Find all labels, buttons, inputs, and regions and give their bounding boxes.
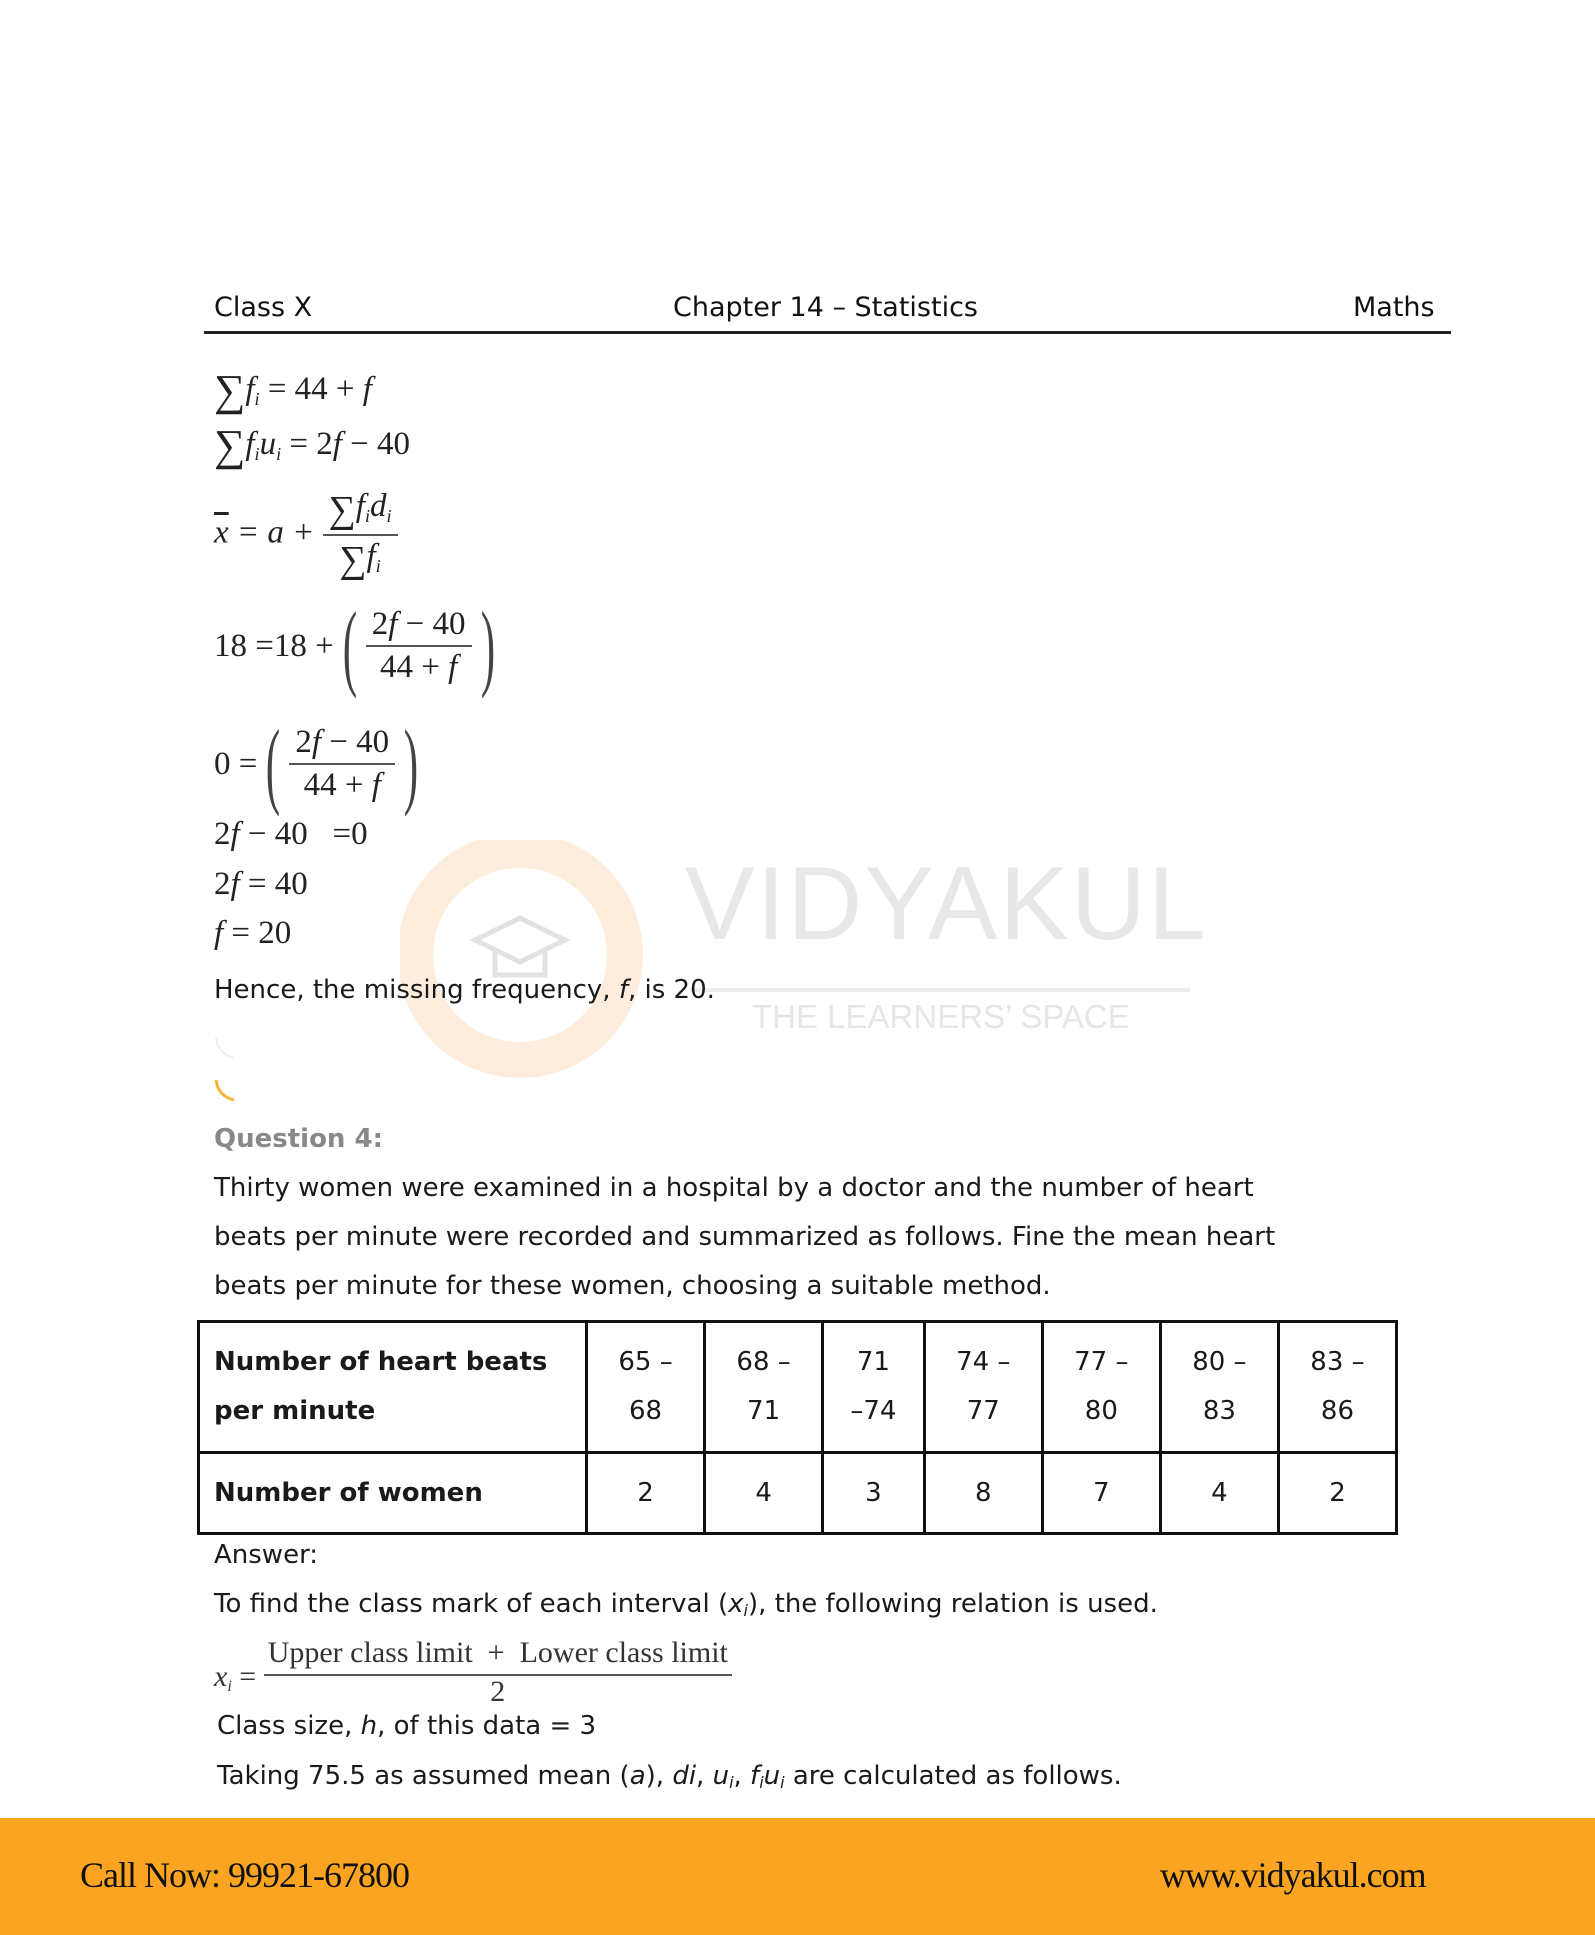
sub-i: i <box>254 389 260 409</box>
var-f: f <box>448 649 458 685</box>
formula-denominator: 2 <box>490 1675 506 1708</box>
header-subject: Maths <box>1353 292 1435 323</box>
label-line: per minute <box>214 1396 376 1426</box>
row-label: Number of women <box>199 1453 587 1534</box>
var-u: u <box>763 1761 781 1791</box>
assumed-mean-line <box>217 1761 1122 1792</box>
sub-i: i <box>254 444 260 464</box>
question-line: Thirty women were examined in a hospital by a doctor and the number of heart <box>214 1173 1254 1203</box>
cell-line: 71 <box>747 1396 781 1426</box>
answer-text: , of this data = 3 <box>377 1711 597 1741</box>
cell-line: 80 – <box>1192 1347 1247 1377</box>
cell-line: 86 <box>1320 1396 1354 1426</box>
var-f: f <box>366 538 376 574</box>
table-cell <box>823 1322 925 1453</box>
equation-8 <box>214 915 291 952</box>
equation-18: 18 =18 + ( $\frac{2f - 40}{44 + f}$ ) <box>214 592 495 699</box>
cell-line: –74 <box>850 1396 897 1426</box>
equation-sum-fu: $\sum f_iu_i = 2f - 40$ <box>214 421 410 470</box>
conclusion-var: f <box>618 975 628 1005</box>
question-title: Question 4: <box>214 1124 383 1154</box>
sub-i: i <box>364 506 370 526</box>
eq-num: 2 <box>295 724 312 760</box>
equation-0: 0 = ( $\frac{2f - 40}{44 + f}$ ) <box>214 710 419 817</box>
var-a: a <box>629 1761 646 1791</box>
watermark-tagline: THE LEARNERS’ SPACE <box>752 998 1130 1035</box>
table-cell: 8 <box>924 1453 1042 1534</box>
var-u: u <box>712 1761 730 1791</box>
equation-mean <box>214 488 398 582</box>
sub-i: i <box>780 1773 785 1792</box>
cell-line: 77 – <box>1074 1347 1129 1377</box>
footer-banner <box>0 1818 1595 1935</box>
answer-text: Class size, <box>217 1711 361 1741</box>
question-line: beats per minute for these women, choosing a suitable method. <box>214 1271 1051 1301</box>
eq-rhs: = 2 <box>289 426 333 462</box>
var-f: f <box>311 724 322 760</box>
table-cell <box>705 1322 823 1453</box>
var-di: di <box>672 1761 697 1791</box>
fraction: $\frac{\sum f_id_i}{\sum f_i}$ <box>323 488 398 582</box>
sub-i: i <box>227 1678 232 1695</box>
table-cell <box>587 1322 705 1453</box>
header-class: Class X <box>214 292 313 323</box>
cell-line: 77 <box>966 1396 1000 1426</box>
watermark <box>400 840 1208 1104</box>
eq-b: = 20 <box>223 915 292 951</box>
eq-a: 2 <box>214 816 231 852</box>
answer-text: ), <box>645 1761 673 1791</box>
var-f: f <box>245 426 255 462</box>
answer-text: , <box>733 1761 751 1791</box>
var-f: f <box>371 767 381 803</box>
table-cell: 3 <box>823 1453 925 1534</box>
var-h: h <box>360 1711 378 1741</box>
sub-i: i <box>386 506 392 526</box>
row-label <box>199 1322 587 1453</box>
cell-line: 65 – <box>618 1347 673 1377</box>
table-cell: 4 <box>705 1453 823 1534</box>
var-f: f <box>355 488 365 524</box>
header-chapter: Chapter 14 – Statistics <box>673 292 978 323</box>
eq-num: 2 <box>371 606 389 642</box>
eq-mid: = a + <box>228 514 323 551</box>
table-cell <box>1160 1322 1278 1453</box>
var-f: f <box>388 606 398 642</box>
equation-6 <box>214 816 368 853</box>
class-size <box>217 1711 596 1741</box>
eq-num: − 40 <box>397 606 466 642</box>
var-u: u <box>259 426 277 462</box>
conclusion <box>214 975 715 1005</box>
sub-i: i <box>276 444 282 464</box>
answer-text: Taking 75.5 as assumed mean ( <box>217 1761 630 1791</box>
eq-den: 44 + <box>379 649 449 685</box>
answer-line1 <box>214 1589 1158 1620</box>
cell-line: 83 <box>1202 1396 1236 1426</box>
watermark-brand: VIDYAKUL <box>685 846 1208 962</box>
eq-lhs: 18 =18 + <box>214 627 334 664</box>
eq-b: − 40 =0 <box>239 816 368 852</box>
sub-i: i <box>743 1601 748 1620</box>
eq-rhs: − 40 <box>341 426 410 462</box>
var-d: d <box>369 488 387 524</box>
var-x: x <box>214 1660 228 1693</box>
equation-sum-f: $\sum f_i = 44 + f$ <box>214 366 372 415</box>
answer-text: are calculated as follows. <box>784 1761 1122 1791</box>
table-cell: 2 <box>587 1453 705 1534</box>
cell-line: 68 – <box>736 1347 791 1377</box>
sub-i: i <box>759 1773 764 1792</box>
footer-call[interactable]: Call Now: 99921-67800 <box>80 1855 409 1895</box>
cell-line: 74 – <box>956 1347 1011 1377</box>
cell-line: 68 <box>628 1396 663 1426</box>
answer-text: ), the following relation is used. <box>747 1589 1158 1619</box>
fraction <box>366 606 472 686</box>
eq-num: − 40 <box>321 724 390 760</box>
question-line: beats per minute were recorded and summarized as follows. Fine the mean heart <box>214 1222 1276 1252</box>
var-f: f <box>362 371 372 407</box>
table-cell <box>1042 1322 1160 1453</box>
conclusion-text: Hence, the missing frequency, <box>214 975 619 1005</box>
var-xbar: $\overline{x}$ <box>214 514 229 551</box>
answer-label: Answer: <box>214 1540 319 1570</box>
decorative-arc-icon <box>212 1032 242 1102</box>
header-rule <box>204 331 1451 334</box>
table-row <box>199 1453 1397 1534</box>
sub-i: i <box>729 1773 734 1792</box>
var-f: f <box>230 866 240 902</box>
var-f: f <box>214 915 224 951</box>
var-f: f <box>245 371 255 407</box>
table-cell: 2 <box>1278 1453 1396 1534</box>
sub-i: i <box>375 556 381 576</box>
cell-line: 80 <box>1084 1396 1118 1426</box>
table-cell <box>1278 1322 1396 1453</box>
footer-website-link[interactable]: www.vidyakul.com <box>1160 1855 1426 1895</box>
label-line: Number of heart beats <box>214 1347 548 1377</box>
cell-line: 71 <box>856 1347 890 1377</box>
eq-den: 44 + <box>303 767 372 803</box>
watermark-rule <box>690 988 1190 992</box>
class-mark-formula: xi = $\frac{\text{Upper class limit + Lower class limit}}{2}$ <box>214 1636 732 1706</box>
eq-lhs: 0 = <box>214 745 258 782</box>
table-cell: 4 <box>1160 1453 1278 1534</box>
answer-text: To find the class mark of each interval ( <box>214 1589 729 1619</box>
cell-line: 83 – <box>1310 1347 1365 1377</box>
answer-text: , <box>696 1761 713 1791</box>
formula-numerator: Upper class limit + Lower class limit <box>264 1636 732 1676</box>
var-f: f <box>332 426 342 462</box>
var-f: f <box>750 1761 760 1791</box>
eq-rhs: = 44 + <box>267 371 363 407</box>
eq-b: = 40 <box>239 866 308 902</box>
table-cell <box>924 1322 1042 1453</box>
eq-a: 2 <box>214 866 231 902</box>
frequency-table <box>197 1320 1398 1535</box>
fraction <box>264 1636 732 1706</box>
table-row <box>199 1322 1397 1453</box>
conclusion-text: , is 20. <box>627 975 715 1005</box>
table-cell: 7 <box>1042 1453 1160 1534</box>
var-x: x <box>728 1589 744 1619</box>
var-f: f <box>230 816 240 852</box>
equation-7 <box>214 866 308 903</box>
fraction <box>289 724 395 804</box>
